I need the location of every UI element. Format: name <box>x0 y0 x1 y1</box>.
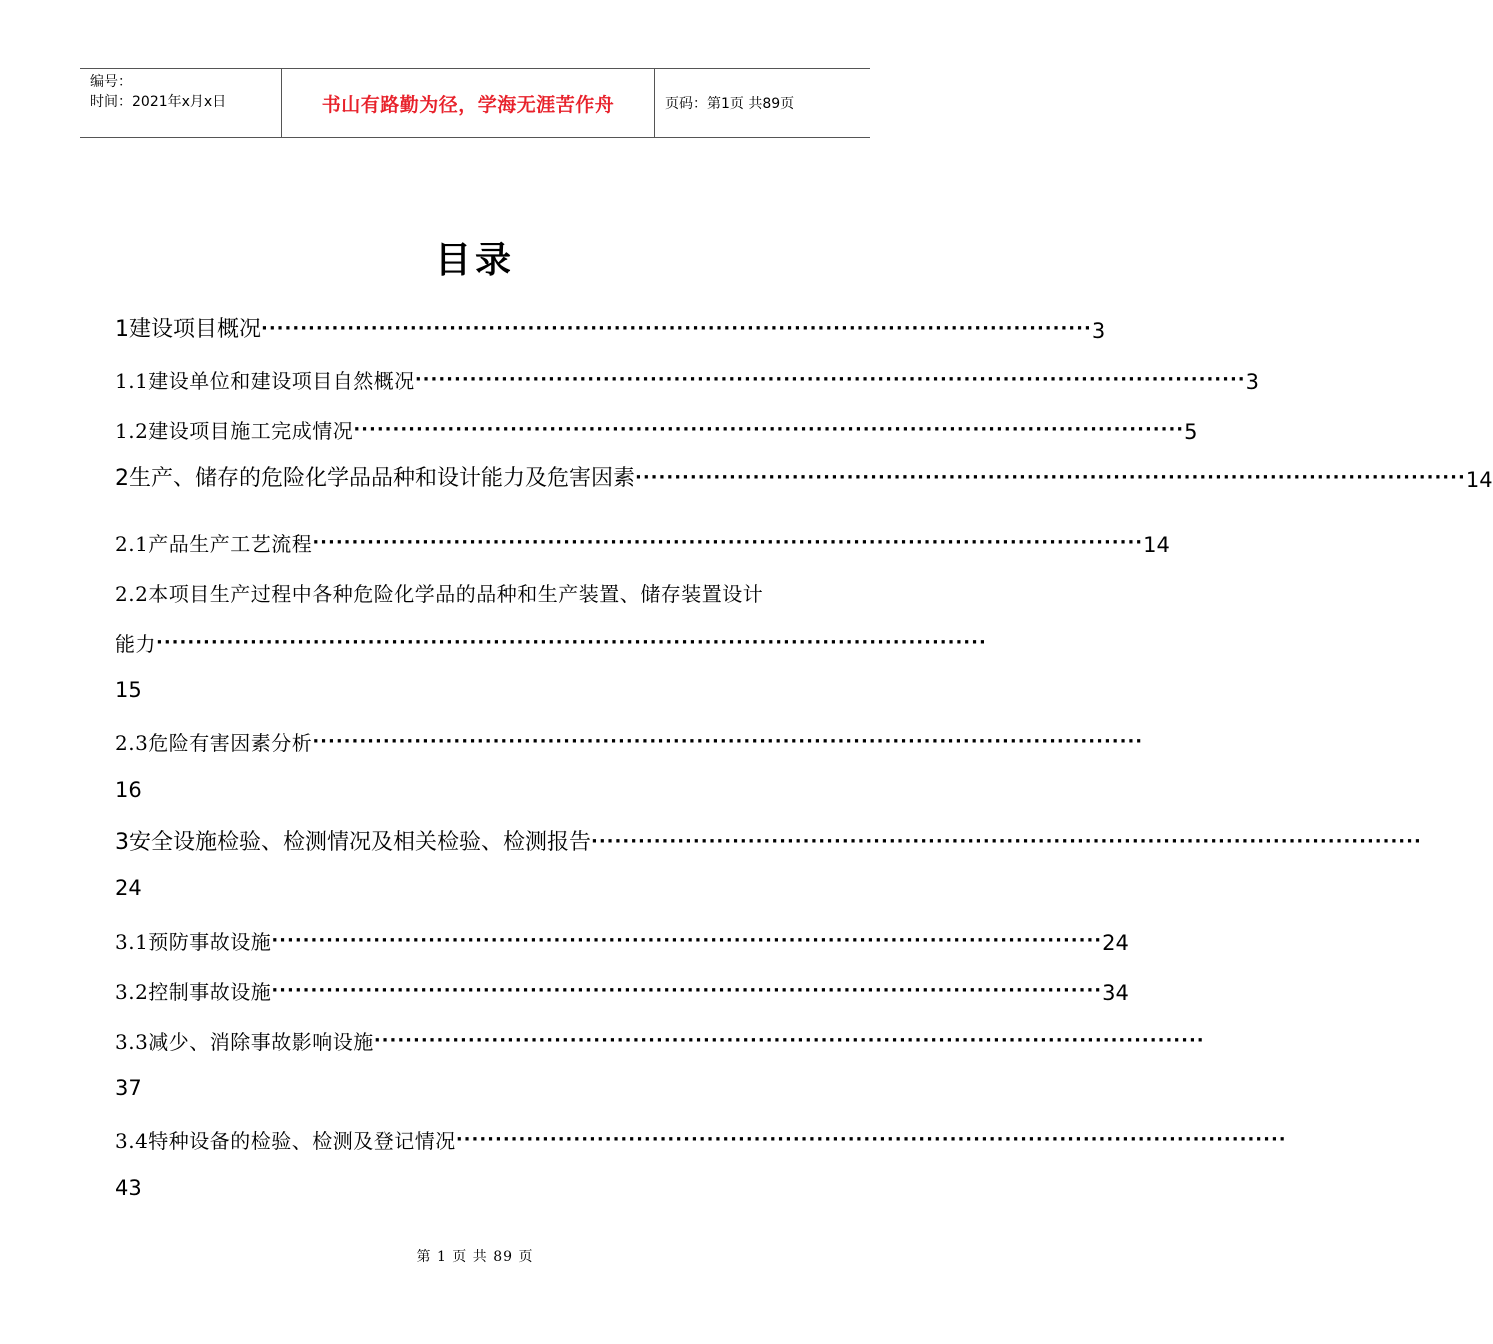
page-footer: 第 1 页 共 89 页 <box>416 1249 534 1265</box>
toc-leader: ·········································································································· <box>156 632 987 653</box>
header-motto: 书山有路勤为径，学海无涯苦作舟 <box>321 93 615 116</box>
toc-entry-label: 3.2控制事故设施 <box>115 980 272 1004</box>
document-number-label: 编号： <box>90 74 132 90</box>
toc-entry-label: 2.2本项目生产过程中各种危险化学品的品种和生产装置、储存装置设计 <box>115 582 764 606</box>
toc-entry[interactable] <box>115 462 1493 492</box>
toc-entry-page: 43 <box>115 1176 142 1200</box>
toc-entry-label: 2生产、储存的危险化学品品种和设计能力及危害因素 <box>115 466 635 491</box>
toc-entry-label: 1.2建设项目施工完成情况 <box>115 419 354 443</box>
toc-entry-label: 3.1预防事故设施 <box>115 930 272 954</box>
toc-entry[interactable] <box>115 1025 1205 1055</box>
toc-entry[interactable] <box>115 1124 1287 1154</box>
toc-entry[interactable] <box>115 313 1106 343</box>
toc-entry-page: 14 <box>1143 533 1170 557</box>
toc-entry-label: 1.1建设单位和建设项目自然概况 <box>115 369 415 393</box>
header-page-info: 页码：第1页 共89页 <box>665 96 795 112</box>
toc-leader: ·········································································································· <box>353 419 1185 440</box>
header-meta-cell <box>80 69 282 137</box>
toc-entry-page: 24 <box>115 876 142 900</box>
toc-entry-page: 3 <box>1091 319 1106 343</box>
toc-entry-page: 14 <box>1465 468 1493 492</box>
toc-leader: ·········································································································· <box>271 980 1103 1001</box>
toc-leader: ·········································································································· <box>414 369 1246 390</box>
header-motto-cell <box>282 69 655 137</box>
toc-entry-label: 3.4特种设备的检验、检测及登记情况 <box>115 1129 456 1153</box>
toc-entry-label: 2.1产品生产工艺流程 <box>115 532 313 556</box>
document-header <box>80 68 870 138</box>
toc-entry-label: 3.3减少、消除事故影响设施 <box>115 1030 374 1054</box>
toc-leader: ·········································································································· <box>373 1030 1205 1051</box>
toc-entry[interactable] <box>115 577 835 607</box>
toc-entry-label: 3安全设施检验、检测情况及相关检验、检测报告 <box>115 830 591 855</box>
toc-entry[interactable] <box>115 975 1129 1005</box>
toc-entry-page: 24 <box>1102 931 1129 955</box>
header-page-cell <box>655 69 870 137</box>
page-title: 目录 <box>434 240 515 281</box>
toc-entry-label: 能力 <box>115 632 156 656</box>
toc-entry-page: 37 <box>115 1076 142 1100</box>
toc-leader: ·········································································································· <box>271 930 1103 951</box>
toc-leader: ·········································································································· <box>261 318 1092 339</box>
toc-entry-page: 5 <box>1184 420 1198 444</box>
toc-leader: ·········································································································· <box>312 731 1144 752</box>
toc-entry[interactable] <box>115 726 1144 756</box>
toc-entry-page: 16 <box>115 778 142 802</box>
toc-entry[interactable] <box>115 414 1198 444</box>
document-date: 时间：2021年x月x日 <box>90 94 227 110</box>
toc-entry-page: 15 <box>115 678 142 702</box>
toc-leader: ·········································································································· <box>591 831 1422 852</box>
toc-entry-label: 2.3危险有害因素分析 <box>115 731 313 755</box>
toc-leader: ·········································································································· <box>312 532 1144 553</box>
toc-entry-label: 1建设项目概况 <box>115 317 261 342</box>
toc-leader: ·········································································································· <box>635 467 1466 488</box>
toc-entry[interactable] <box>115 364 1260 394</box>
toc-entry[interactable] <box>115 527 1170 557</box>
toc-leader: ·········································································································· <box>455 1129 1287 1150</box>
toc-entry[interactable] <box>115 925 1129 955</box>
toc-entry-page: 34 <box>1102 981 1129 1005</box>
toc-entry-page: 3 <box>1245 370 1260 394</box>
toc-entry[interactable] <box>115 826 1422 856</box>
toc-entry[interactable] <box>115 627 987 657</box>
